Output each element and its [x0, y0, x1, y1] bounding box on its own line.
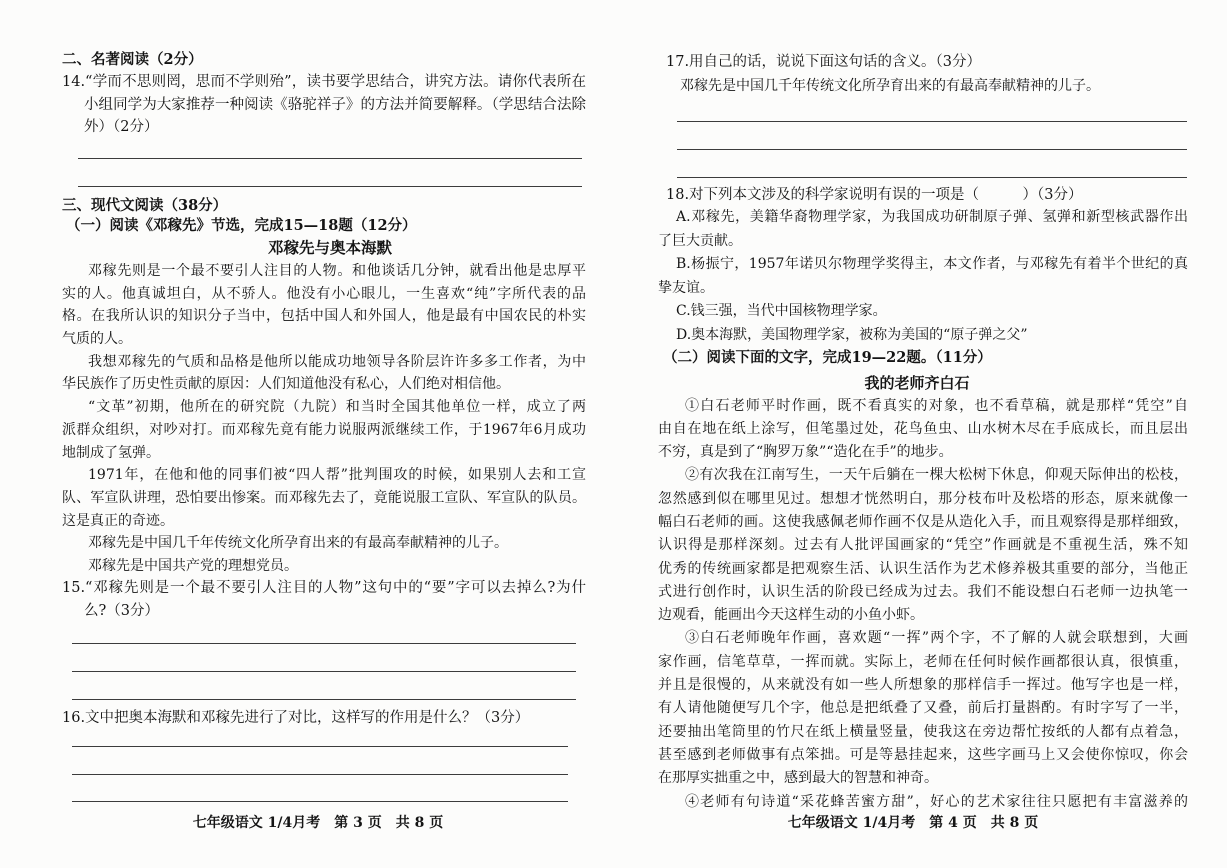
passage-line: 优秀的传统画家都是把观察生活、认识生活作为艺术修养极其重要的部分，当他正	[658, 560, 1188, 577]
passage-line: 不穷，真是到了“胸罗万象”“造化在手”的地步。	[658, 444, 953, 461]
passage-line: 忽然感到似在哪里见过。想想才恍然明白，那分枝布叶及松塔的形态，原来就像一	[658, 490, 1188, 507]
passage-line: ③白石老师晚年作画，喜欢题“一挥”两个字，不了解的人就会联想到，大画	[685, 630, 1188, 647]
passage-line: 我想邓稼先的气质和品格是他所以能成功地领导各阶层许许多多工作者，为中	[88, 353, 586, 370]
question-16-line: 16.文中把奥本海默和邓稼先进行了对比，这样写的作用是什么？（3分）	[62, 710, 530, 726]
question-18-options	[658, 206, 1188, 348]
passage-line: 边观看，能画出今天这样生动的小鱼小虾。	[658, 607, 924, 624]
option-a-line: 了巨大贡献。	[658, 232, 742, 249]
right-page	[614, 0, 1227, 868]
answer-line	[677, 121, 1187, 122]
passage-line: ④老师有句诗道“采花蜂苦蜜方甜”，好心的艺术家往往只愿把有丰富滋养的	[685, 793, 1188, 810]
question-16	[62, 707, 586, 730]
passage-line: 邓稼先则是一个最不要引人注目的人物。和他谈话几分钟，就看出他是忠厚平	[88, 263, 586, 279]
passage-line: 还要抽出笔筒里的竹尺在纸上横量竖量，使我这在旁边帮忙按纸的人都有点着急，	[658, 723, 1188, 740]
option-b-line: B.杨振宁，1957年诺贝尔物理学奖得主，本文作者，与邓稼先有着半个世纪的真	[676, 256, 1188, 273]
question-15-line: 么?（3分）	[84, 602, 159, 619]
passage-line: 在那厚实拙重之中，感到最大的智慧和神奇。	[658, 770, 938, 787]
option-c-line: C.钱三强，当代中国核物理学家。	[676, 303, 887, 320]
passage-line: 式进行创作时，认识生活的阶段已经成为过去。我们不能设想白石老师一边执笔一	[658, 583, 1188, 600]
question-14	[62, 71, 586, 139]
option-b-line: 挚友谊。	[658, 279, 714, 296]
passage-line: 气质的人。	[62, 331, 132, 348]
passage-line: 邓稼先是中国共产党的理想党员。	[88, 557, 298, 574]
section-3-heading: 三、现代文阅读（38分）	[62, 197, 228, 214]
answer-line	[78, 186, 582, 187]
question-15-line: 15.“邓稼先则是一个最不要引人注目的人物”这句中的“要”字可以去掉么?为什	[62, 580, 586, 596]
passage-line: 幅白石老师的画。这使我感佩老师作画不仅是从造化入手，而且观察得是那样细致，	[658, 513, 1188, 530]
passage-qi-baishi	[658, 395, 1188, 814]
answer-line	[72, 746, 568, 747]
passage-line: 派群众组织，对吵对打。而邓稼先竟有能力说服两派继续工作，于1967年6月成功	[62, 421, 586, 438]
passage-line: 家作画，信笔草草，一挥而就。实际上，老师在任何时候作画都很认真，很慎重，	[658, 653, 1188, 670]
page-footer: 七年级语文 1/4月考 第 4 页 共 8 页	[787, 815, 1039, 831]
answer-line	[72, 774, 568, 775]
question-17-sentence: 邓稼先是中国几千年传统文化所孕育出来的有最高奉献精神的儿子。	[680, 78, 1100, 94]
passage-line: 这是真正的奇迹。	[62, 512, 174, 529]
passage-line: 格。在我所认识的知识分子当中，包括中国人和外国人，他是最有中国农民的朴实	[62, 308, 586, 325]
passage-line: 由自在地在纸上涂写，但笔墨过处，花鸟鱼虫、山水树木尽在手底成长，而且层出	[658, 420, 1188, 437]
passage-line: 认识得是那样深刻。过去有人批评国画家的“凭空”作画就是不重视生活，殊不知	[658, 537, 1188, 554]
answer-line	[72, 671, 576, 672]
answer-line	[677, 177, 1187, 178]
passage-line: 1971年，在他和他的同事们被“四人帮”批判围攻的时候，如果别人去和工宣	[88, 467, 586, 484]
question-14-line: 14.“学而不思则罔，思而不学则殆”，读书要学思结合，讲究方法。请你代表所在	[62, 74, 586, 90]
page-footer: 七年级语文 1/4月考 第 3 页 共 8 页	[192, 815, 444, 831]
question-18: 18.对下列本文涉及的科学家说明有误的一项是（ ）（3分）	[666, 187, 1083, 203]
part-1-heading: （一）阅读《邓稼先》节选，完成15—18题（12分）	[66, 217, 417, 234]
passage-line: 地制成了氢弹。	[62, 444, 160, 461]
answer-line	[72, 801, 568, 802]
option-a-line: A.邓稼先，美籍华裔物理学家，为我国成功研制原子弹、氢弹和新型核武器作出	[676, 209, 1188, 225]
answer-line	[78, 158, 582, 159]
passage-line: 并且是很慢的，从来就没有如一些人所想象的那样信手一挥过。他写字也是一样，	[658, 677, 1188, 694]
option-d-line: D.奥本海默，美国物理学家，被称为美国的“原子弹之父”	[676, 326, 1028, 343]
passage-line: ①白石老师平时作画，既不看真实的对象，也不看草稿，就是那样“凭空”自	[685, 397, 1188, 414]
part-2-heading: （二）阅读下面的文字，完成19—22题。（11分）	[663, 349, 992, 366]
passage-title: 邓稼先与奥本海默	[267, 237, 392, 257]
passage-line: 实的人。他真诚坦白，从不骄人。他没有小心眼儿，一生喜欢“纯”字所代表的品	[62, 285, 586, 302]
passage-line: 华民族作了历史性贡献的原因：人们知道他没有私心，人们绝对相信他。	[62, 376, 510, 393]
question-14-line: 小组同学为大家推荐一种阅读《骆驼祥子》的方法并简要解释。（学思结合法除	[84, 96, 586, 113]
passage-title: 我的老师齐白石	[864, 373, 970, 392]
question-17: 17.用自己的话，说说下面这句话的含义。（3分）	[666, 54, 982, 70]
passage-deng-jiaxian	[62, 260, 586, 578]
answer-line	[72, 699, 576, 700]
passage-line: “文革”初期，他所在的研究院（九院）和当时全国其他单位一样，成立了两	[88, 399, 586, 416]
answer-line	[72, 643, 576, 644]
passage-line: 队、军宣队讲理，恐怕要出惨案。而邓稼先去了，竟能说服工宣队、军宣队的队员。	[62, 489, 586, 506]
passage-line: 邓稼先是中国几千年传统文化所孕育出来的有最高奉献精神的儿子。	[88, 535, 508, 552]
question-14-line: 外）（2分）	[84, 119, 159, 136]
section-2-heading: 二、名著阅读（2分）	[62, 51, 203, 68]
answer-line	[677, 149, 1187, 150]
passage-line: 甚至感到老师做事有点笨拙。可是等悬挂起来，这些字画马上又会使你惊叹，你会	[658, 746, 1188, 763]
passage-line: ②有次我在江南写生，一天午后躺在一棵大松树下休息，仰观天际伸出的松枝，	[685, 467, 1188, 484]
passage-line: 有人请他随便写几个字，他总是把纸叠了又叠，前后打量斟酌。有时字写了一半，	[658, 700, 1188, 717]
question-15	[62, 577, 586, 622]
